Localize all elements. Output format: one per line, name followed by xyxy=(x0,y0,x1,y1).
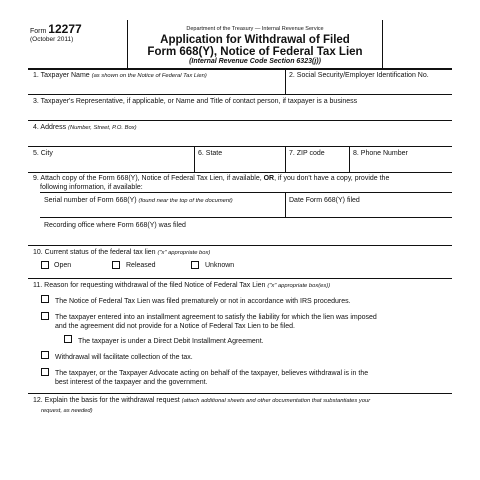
form-number-block xyxy=(30,22,82,36)
reason-best-interest-text-a: The taxpayer, or the Taxpayer Advocate acting on behalf of the taxpayer, believes withdrawal is in the xyxy=(55,370,369,377)
date-filed-field[interactable] xyxy=(289,196,360,205)
serial-number-field[interactable] xyxy=(44,196,233,206)
header-divider-right xyxy=(382,20,383,68)
header-rule xyxy=(28,68,452,70)
section12-hint-a: (attach additional sheets and other documentation that substantiates your xyxy=(181,398,371,404)
form-word: Form xyxy=(30,28,47,35)
status-unknown-label: Unknown xyxy=(205,262,235,269)
taxpayer-name-hint: (as shown on the Notice of Federal Tax Lien) xyxy=(91,73,207,79)
city-label: 5. City xyxy=(33,150,53,157)
item9-text-c: following information, if available: xyxy=(40,184,143,191)
zip-label: 7. ZIP code xyxy=(289,150,325,157)
section10-label: 10. Current status of the federal tax lien xyxy=(33,249,156,256)
status-released-label: Released xyxy=(126,262,156,269)
recording-office-field[interactable] xyxy=(44,221,186,230)
item9-instructions xyxy=(33,174,451,192)
form-title-line3: (Internal Revenue Code Section 6323(j)) xyxy=(189,58,321,65)
section12-hint-b: request, as needed) xyxy=(41,408,93,414)
reason-installment-text-b: and the agreement did not provide for a Notice of Federal Tax Lien to be filed. xyxy=(55,323,295,330)
explanation-area[interactable] xyxy=(33,418,451,473)
section11-hint: ("x" appropriate box(es)) xyxy=(267,283,331,289)
address-hint: (Number, Street, P.O. Box) xyxy=(68,125,137,131)
item9-text-b: , if you don't have a copy, provide the xyxy=(274,175,390,182)
row1-rule xyxy=(28,94,452,95)
header-divider-left xyxy=(127,20,128,68)
row3-rule xyxy=(28,120,452,121)
section12-heading xyxy=(33,396,451,416)
serial-rule xyxy=(40,217,452,218)
reason-direct-debit-checkbox[interactable] xyxy=(64,335,72,343)
city-field[interactable] xyxy=(33,149,53,158)
row9-rule xyxy=(28,245,452,246)
section10-heading xyxy=(33,248,210,258)
address-field[interactable] xyxy=(33,123,137,133)
phone-label: 8. Phone Number xyxy=(353,150,408,157)
address-label: 4. Address xyxy=(33,124,67,131)
item9-text-a: 9. Attach copy of the Form 668(Y), Notice of Federal Tax Lien, if available, xyxy=(33,175,264,182)
state-zip-divider xyxy=(285,146,286,172)
status-open-checkbox[interactable] xyxy=(41,261,49,269)
status-unknown-checkbox[interactable] xyxy=(191,261,199,269)
reason-best-interest-text-b: best interest of the taxpayer and the government. xyxy=(55,379,208,386)
section10-rule xyxy=(28,278,452,279)
zip-field[interactable] xyxy=(289,149,325,158)
status-open-label: Open xyxy=(54,262,72,269)
ssn-ein-field[interactable] xyxy=(289,71,429,80)
form-title-line1: Application for Withdrawal of Filed xyxy=(160,34,350,46)
phone-field[interactable] xyxy=(353,149,408,158)
row1-divider xyxy=(285,68,286,94)
taxpayer-name-label: 1. Taxpayer Name xyxy=(33,72,90,79)
reason-premature-label: The Notice of Federal Tax Lien was filed prematurely or not in accordance with IRS procedures. xyxy=(55,298,351,305)
item9-top-rule xyxy=(40,192,452,193)
section11-heading xyxy=(33,281,330,291)
state-field[interactable] xyxy=(198,149,222,158)
taxpayer-name-field[interactable] xyxy=(33,71,207,81)
zip-phone-divider xyxy=(349,146,350,172)
department-line: Department of the Treasury — Internal Revenue Service xyxy=(186,26,324,32)
representative-field[interactable] xyxy=(33,97,357,106)
serial-date-divider xyxy=(285,192,286,217)
serial-number-label: Serial number of Form 668(Y) xyxy=(44,197,137,204)
row4-rule xyxy=(28,146,452,147)
section10-hint: ("x" appropriate box) xyxy=(157,250,211,256)
reason-installment-checkbox[interactable] xyxy=(41,312,49,320)
serial-number-hint: (found near the top of the document) xyxy=(138,198,233,204)
representative-label: 3. Taxpayer's Representative, if applicable, or Name and Title of contact person, if taxpayer is a business xyxy=(33,98,358,105)
form-number: 12277 xyxy=(48,22,82,36)
state-label: 6. State xyxy=(198,150,223,157)
ssn-ein-label: 2. Social Security/Employer Identification No. xyxy=(289,72,429,79)
reason-facilitate-label: Withdrawal will facilitate collection of the tax. xyxy=(55,354,193,361)
form-title-line2: Form 668(Y), Notice of Federal Tax Lien xyxy=(147,46,363,58)
reason-best-interest-checkbox[interactable] xyxy=(41,368,49,376)
reason-installment-text-a: The taxpayer entered into an installment agreement to satisfy the liability for which the lien was imposed xyxy=(55,314,377,321)
reason-installment-label xyxy=(55,313,377,331)
section11-label: 11. Reason for requesting withdrawal of the filed Notice of Federal Tax Lien xyxy=(33,282,266,289)
form-date: (October 2011) xyxy=(30,36,74,43)
recording-office-label: Recording office where Form 668(Y) was filed xyxy=(44,222,186,229)
reason-premature-checkbox[interactable] xyxy=(41,295,49,303)
reason-facilitate-checkbox[interactable] xyxy=(41,351,49,359)
item9-or: OR xyxy=(263,175,275,182)
status-released-checkbox[interactable] xyxy=(112,261,120,269)
city-state-divider xyxy=(194,146,195,172)
row5-rule xyxy=(28,172,452,173)
date-filed-label: Date Form 668(Y) filed xyxy=(289,197,360,204)
reason-best-interest-label xyxy=(55,369,368,387)
reason-direct-debit-label: The taxpayer is under a Direct Debit Installment Agreement. xyxy=(78,338,264,345)
section11-rule xyxy=(28,393,452,394)
section12-label: 12. Explain the basis for the withdrawal request xyxy=(33,397,180,404)
